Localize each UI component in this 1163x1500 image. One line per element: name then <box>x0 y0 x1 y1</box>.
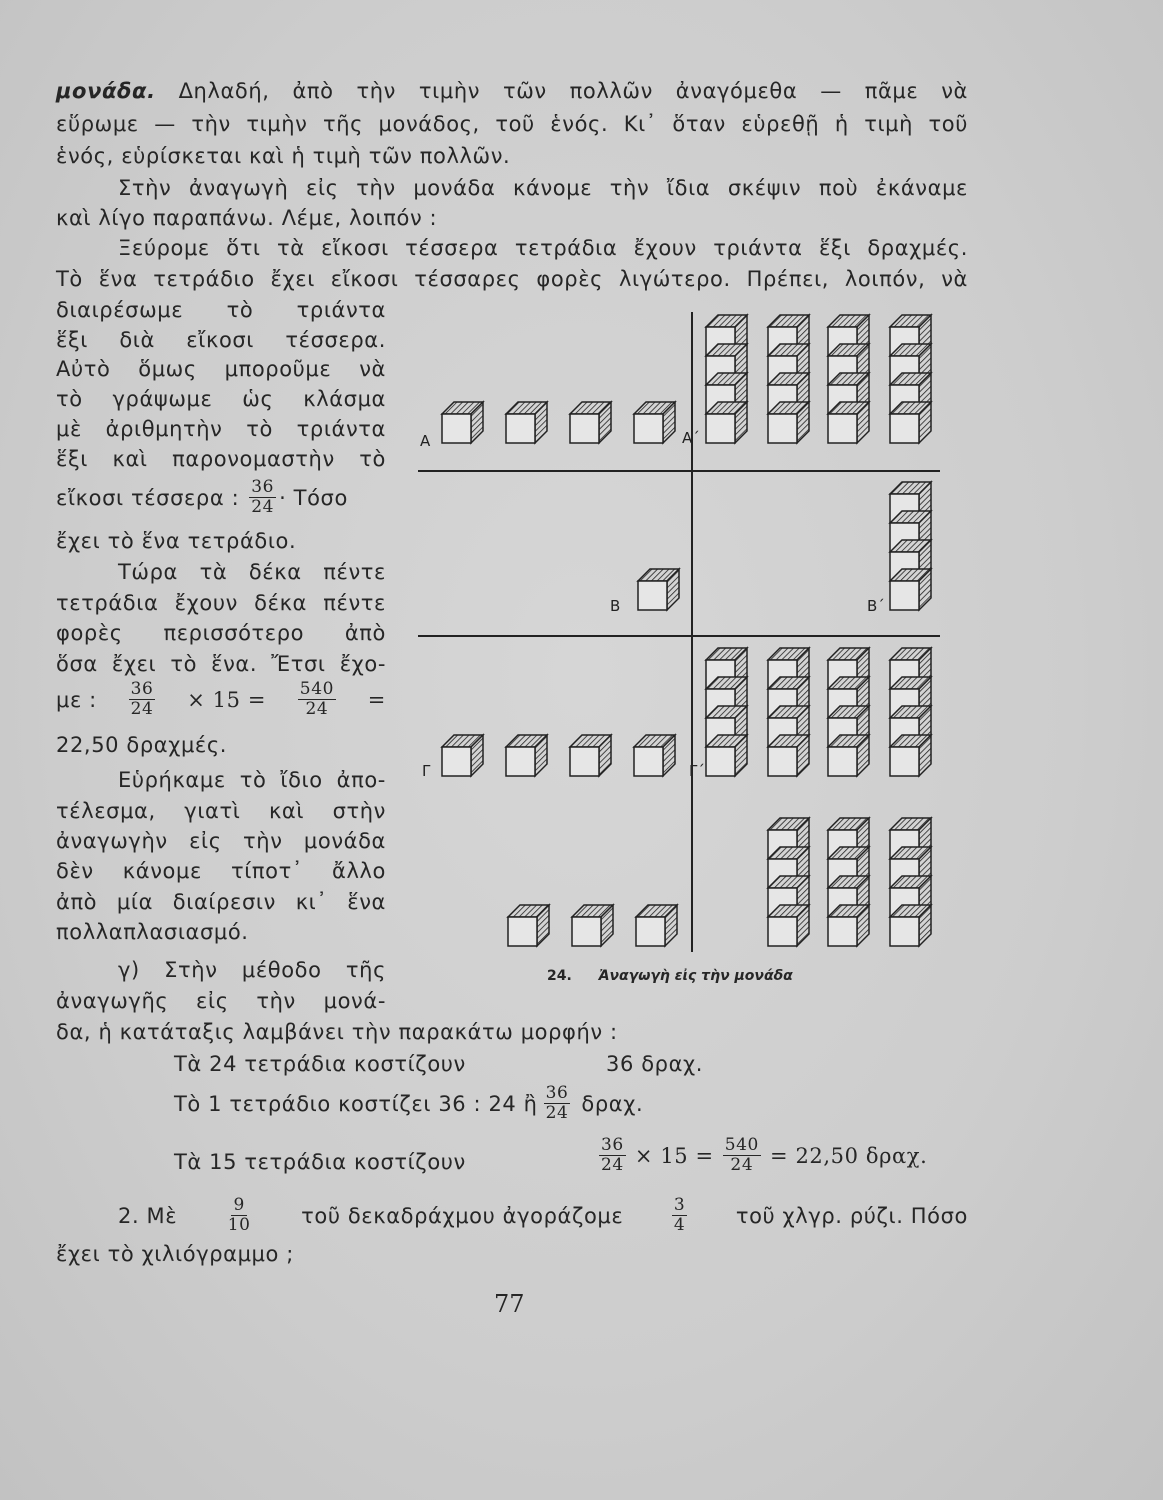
column-line: ἔχει τὸ ἕνα τετράδιο. <box>56 529 297 553</box>
cube-stack <box>890 735 931 776</box>
text-span: τοῦ χλγρ. ρύζι. Πόσο <box>735 1203 968 1228</box>
label-b: Β <box>610 597 621 615</box>
text-line: εὕρωμε — τὴν τιμὴν τῆς μονάδος, τοῦ ἑνός. Κι᾿ ὅταν εὑρεθῇ ἡ τιμὴ τοῦ <box>56 112 968 136</box>
column-line: 22,50 δραχμές. <box>56 733 228 757</box>
single-cube <box>508 905 549 946</box>
text-line: Τὸ ἕνα τετράδιο ἔχει εἴκοσι τέσσαρες φορὲς λιγώτερο. Πρέπει, λοιπόν, νὰ <box>56 267 968 291</box>
numerator: 540 <box>299 679 335 699</box>
column-line: ἀπὸ μία διαίρεσιν κι᾿ ἕνα <box>56 890 386 914</box>
cube-stack <box>828 735 869 776</box>
text-span: με : <box>56 687 97 712</box>
text-line: Στὴν ἀναγωγὴ εἰς τὴν μονάδα κάνομε τὴν ἴδια σκέψιν ποὺ ἐκάναμε <box>118 176 968 200</box>
single-cube <box>572 905 613 946</box>
numerator: 36 <box>601 1135 624 1155</box>
single-cube <box>634 735 675 776</box>
column-line: γ) Στὴν μέθοδο τῆς <box>118 958 386 982</box>
single-cube <box>570 735 611 776</box>
single-cube <box>442 402 483 443</box>
column-line: Αὐτὸ ὅμως μποροῦμε νὰ <box>56 357 386 381</box>
numerator: 540 <box>724 1135 759 1155</box>
column-line: Εὑρήκαμε τὸ ἴδιο ἀπο- <box>118 768 386 792</box>
cube-stack <box>768 735 809 776</box>
text-span: τοῦ δεκαδράχμου ἀγοράζομε <box>301 1203 624 1228</box>
denominator: 24 <box>730 1155 754 1175</box>
single-cube <box>570 402 611 443</box>
table-row-1-label: Τὰ 24 τετράδια κοστίζουν <box>174 1052 466 1076</box>
denominator: 24 <box>305 699 329 719</box>
column-line: ἀναγωγὴν εἰς τὴν μονάδα <box>56 829 386 853</box>
denominator: 24 <box>251 497 275 517</box>
fraction <box>599 1136 626 1175</box>
cube-stack <box>828 402 869 443</box>
denominator: 4 <box>673 1215 686 1235</box>
text-line: ἔχει τὸ χιλιόγραμμο ; <box>56 1242 294 1266</box>
label-a: Α <box>420 432 431 450</box>
fraction <box>129 680 156 719</box>
text-span: εἴκοσι τέσσερα : <box>56 485 240 510</box>
single-cube <box>638 569 679 610</box>
text-span: δραχ. <box>581 1091 644 1116</box>
figure-title: Ἀναγωγὴ εἰς τὴν μονάδα <box>598 968 793 984</box>
numerator: 36 <box>130 679 154 699</box>
label-b-prime: Β΄ <box>867 597 885 615</box>
numerator: 3 <box>673 1195 686 1215</box>
text-line: δα, ἡ κατάταξις λαμβάνει τὴν παρακάτω μορφήν : <box>56 1020 618 1044</box>
column-line: τετράδια ἔχουν δέκα πέντε <box>56 591 386 615</box>
text-line <box>56 77 968 105</box>
column-line: ἀναγωγῆς εἰς τὴν μονά- <box>56 989 386 1013</box>
text-line: καὶ λίγο παραπάνω. Λέμε, λοιπόν : <box>56 206 438 230</box>
table-row-1-value: 36 δραχ. <box>606 1052 704 1076</box>
numerator: 36 <box>251 477 275 497</box>
cube-stack <box>768 402 809 443</box>
column-line: Τώρα τὰ δέκα πέντε <box>118 560 386 584</box>
table-row-3-label: Τὰ 15 τετράδια κοστίζουν <box>174 1150 466 1174</box>
exercise-2-line <box>118 1196 968 1235</box>
fraction <box>723 1136 761 1175</box>
text-span: 2. Μὲ <box>118 1203 178 1228</box>
figure-caption <box>547 968 793 984</box>
cube-stack <box>706 402 747 443</box>
times-text: × 15 = <box>634 1143 714 1168</box>
single-cube <box>636 905 677 946</box>
column-line: φορὲς περισσότερο ἀπὸ <box>56 621 386 645</box>
fraction <box>672 1196 687 1235</box>
label-g: Γ <box>422 762 431 780</box>
text-line: Ξεύρομε ὅτι τὰ εἴκοσι τέσσερα τετράδια ἔχουν τριάντα ἕξι δραχμές. <box>118 236 968 260</box>
column-line: πολλαπλασιασμό. <box>56 920 249 944</box>
label-a-prime: Α΄ <box>682 429 700 447</box>
column-line: τέλεσμα, γιατὶ καὶ στὴν <box>56 799 386 823</box>
cube-stack <box>828 905 869 946</box>
single-cube <box>506 735 547 776</box>
equals-sign: = <box>367 687 386 712</box>
lead-word: μονάδα. <box>56 79 156 103</box>
times-text: × 15 = <box>187 687 267 712</box>
text-span: Δηλαδή, ἀπὸ τὴν τιμὴν τῶν πολλῶν ἀναγόμεθα — πᾶμε νὰ <box>178 79 968 103</box>
text-span: · Τόσο <box>279 485 348 510</box>
page-number: 77 <box>494 1290 525 1318</box>
fraction <box>298 680 336 719</box>
column-line: δὲν κάνομε τίποτ᾿ ἄλλο <box>56 859 386 883</box>
figure-24 <box>400 300 960 965</box>
column-line: ὅσα ἔχει τὸ ἕνα. Ἔτσι ἔχο- <box>56 652 386 676</box>
text-span: Τὸ 1 τετράδιο κοστίζει 36 : 24 ἢ <box>174 1091 538 1116</box>
column-line: διαιρέσωμε τὸ τριάντα <box>56 298 386 322</box>
denominator: 24 <box>545 1103 569 1123</box>
fraction <box>249 478 276 517</box>
cube-stack <box>768 905 809 946</box>
result-text: = 22,50 δραχ. <box>769 1143 928 1168</box>
table-row-3-equation <box>596 1136 927 1175</box>
column-line: μὲ ἀριθμητὴν τὸ τριάντα <box>56 417 386 441</box>
equation-line <box>56 680 386 719</box>
numerator: 36 <box>545 1083 569 1103</box>
cube-stack <box>890 569 931 610</box>
cube-stack <box>890 402 931 443</box>
numerator: 9 <box>233 1195 245 1215</box>
single-cube <box>634 402 675 443</box>
fraction <box>226 1196 253 1235</box>
fraction <box>544 1084 571 1123</box>
column-line: ἕξι καὶ παρονομαστὴν τὸ <box>56 447 386 471</box>
cube-stack <box>890 905 931 946</box>
denominator: 10 <box>227 1215 251 1235</box>
denominator: 24 <box>601 1155 624 1175</box>
table-row-2 <box>174 1084 643 1123</box>
cube-group <box>442 315 931 946</box>
column-line: τὸ γράψωμε ὡς κλάσμα <box>56 387 386 411</box>
single-cube <box>506 402 547 443</box>
fraction-line <box>56 478 386 517</box>
text-line: ἑνός, εὑρίσκεται καὶ ἡ τιμὴ τῶν πολλῶν. <box>56 144 511 168</box>
column-line: ἕξι διὰ εἴκοσι τέσσερα. <box>56 328 386 352</box>
denominator: 24 <box>130 699 154 719</box>
label-g-prime: Γ΄ <box>689 762 705 780</box>
single-cube <box>442 735 483 776</box>
cube-stack <box>706 735 747 776</box>
figure-number: 24. <box>547 968 572 984</box>
